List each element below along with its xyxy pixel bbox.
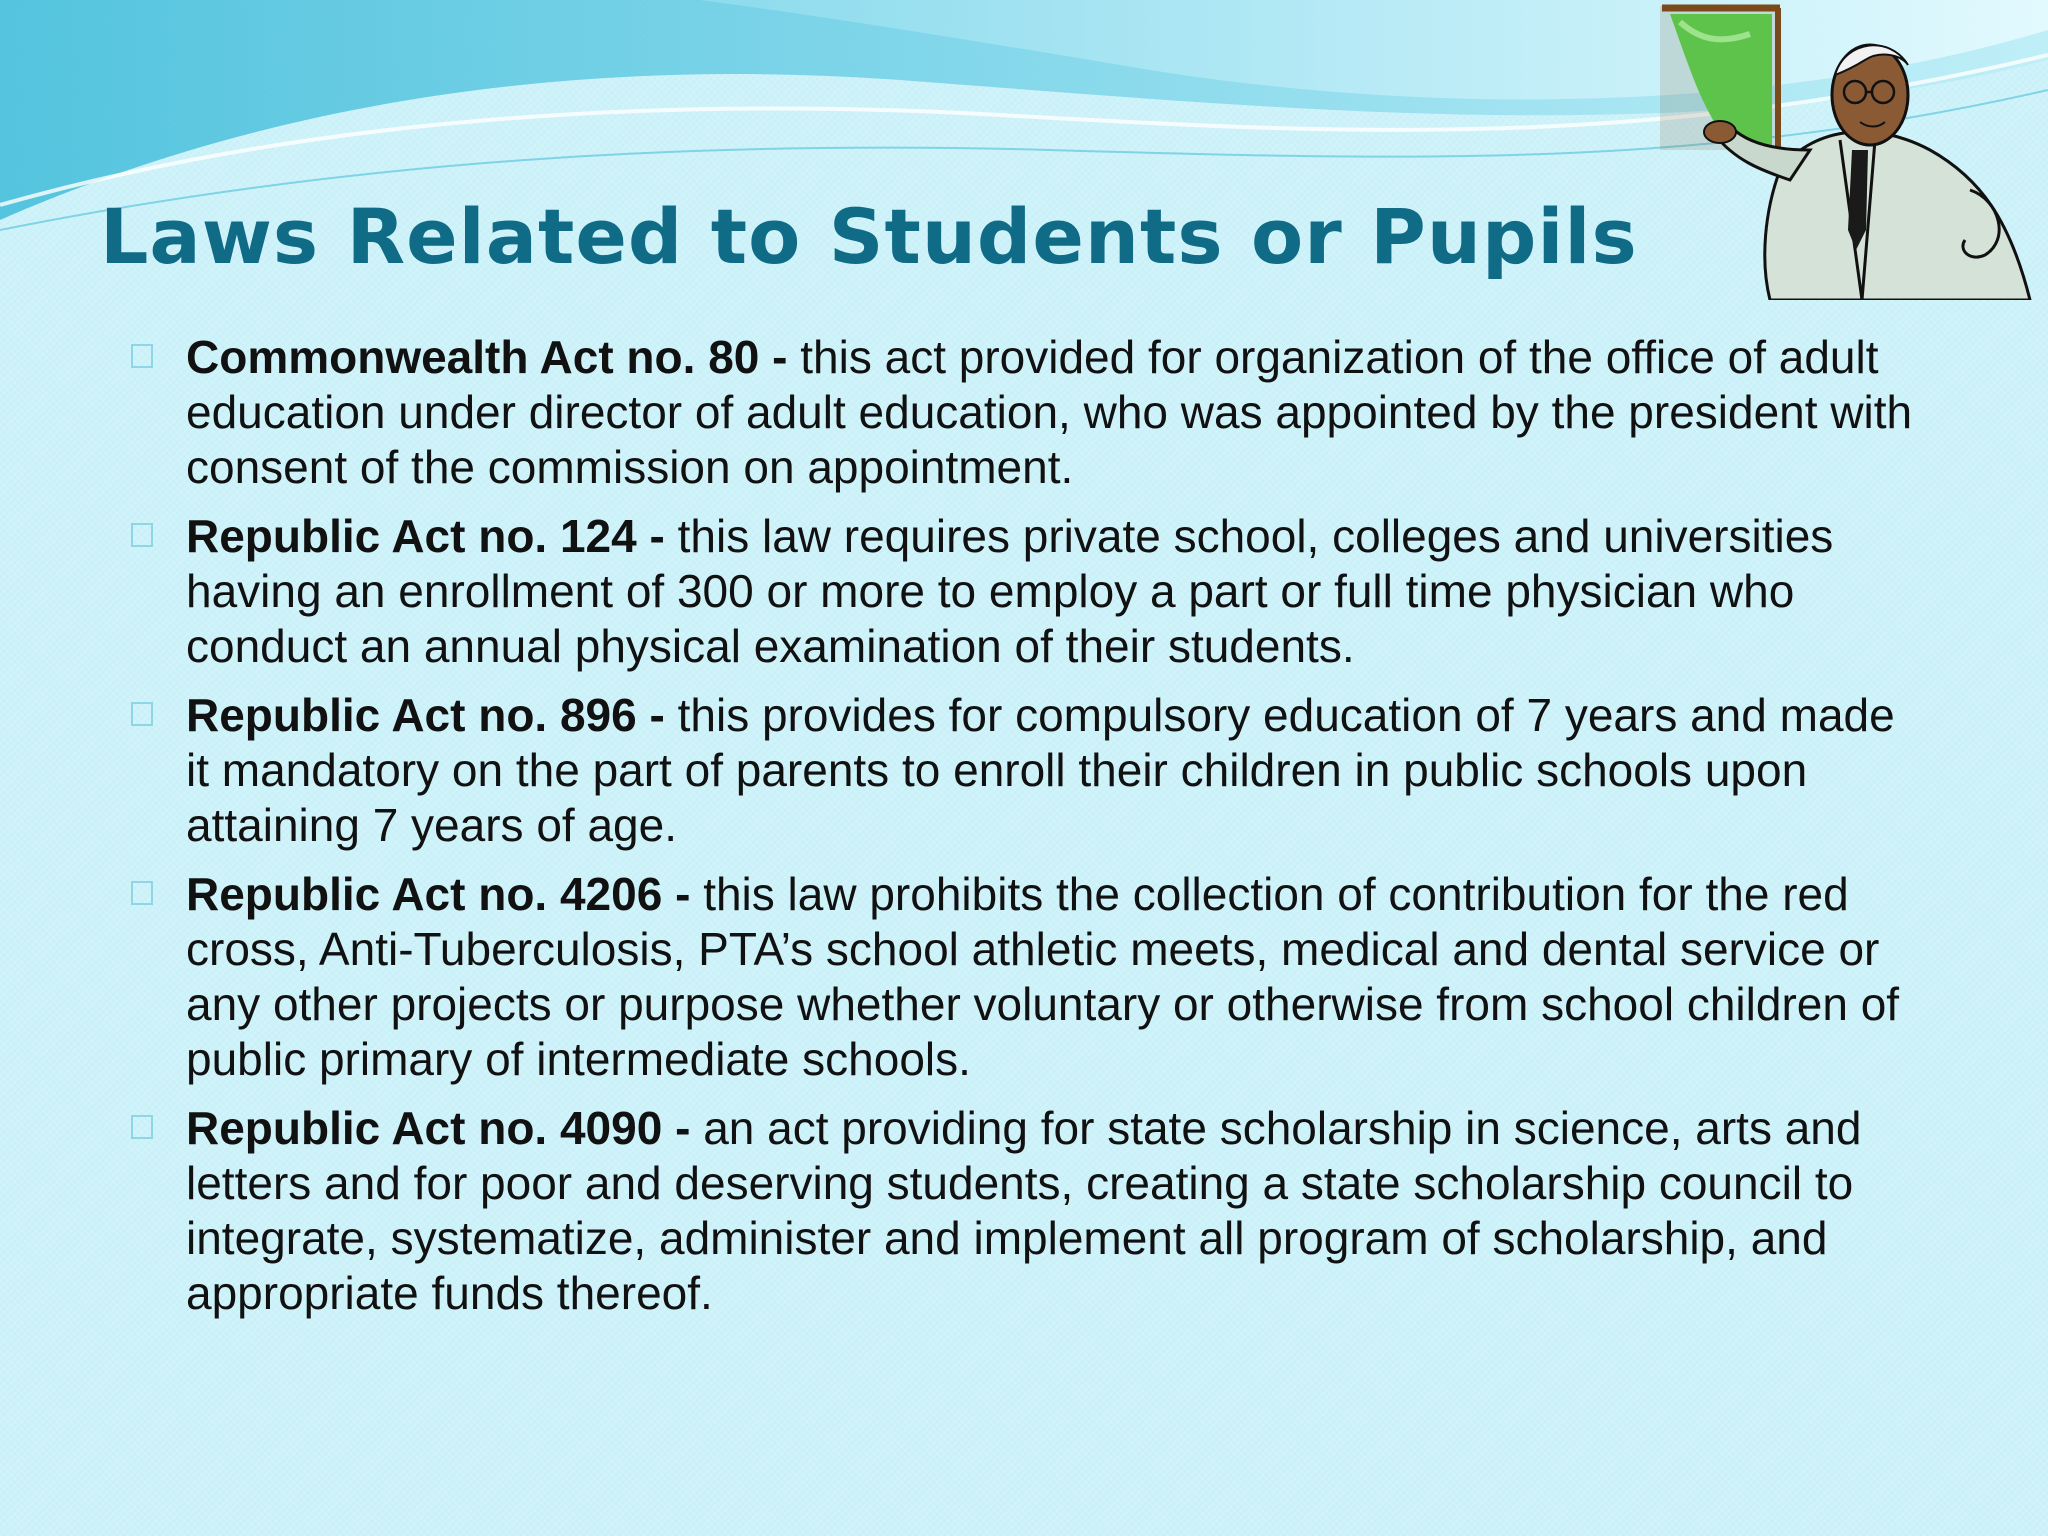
law-name: Republic Act no. 4090 - xyxy=(186,1102,704,1154)
law-name: Republic Act no. 4206 - xyxy=(186,868,704,920)
law-description: this act provided for organization of the office of adult education under director of adult education, who was appointed by the president with consent of the commission on appointment. xyxy=(186,331,1913,493)
teacher-pointing-at-board-icon xyxy=(1640,0,2048,300)
law-description: this law prohibits the collection of contribution for the red cross, Anti-Tuberculosis, PTA’s school athletic meets, medical and dental service or any other projects or purpose whether voluntary or otherwise from school children of public primary of intermediate schools. xyxy=(186,868,1900,1085)
slide-title: Laws Related to Students or Pupils xyxy=(100,192,1638,281)
square-bullet-icon xyxy=(131,523,153,547)
square-bullet-icon xyxy=(131,344,153,368)
list-item xyxy=(125,330,1925,495)
law-description: this provides for compulsory education of 7 years and made it mandatory on the part of parents to enroll their children in public schools upon attaining 7 years of age. xyxy=(186,689,1895,851)
square-bullet-icon xyxy=(131,881,153,905)
square-bullet-icon xyxy=(131,702,153,726)
list-item xyxy=(125,867,1925,1087)
law-name: Commonwealth Act no. 80 - xyxy=(186,331,801,383)
list-item xyxy=(125,509,1925,674)
laws-list xyxy=(125,330,1925,1335)
list-item xyxy=(125,688,1925,853)
law-name: Republic Act no. 896 - xyxy=(186,689,678,741)
law-description: this law requires private school, colleges and universities having an enrollment of 300 or more to employ a part or full time physician who conduct an annual physical examination of their students. xyxy=(186,510,1834,672)
law-name: Republic Act no. 124 - xyxy=(186,510,678,562)
law-description: an act providing for state scholarship in science, arts and letters and for poor and deserving students, creating a state scholarship council to integrate, systematize, administer and implement all program of scholarship, and appropriate funds thereof. xyxy=(186,1102,1862,1319)
list-item xyxy=(125,1101,1925,1321)
square-bullet-icon xyxy=(131,1115,153,1139)
